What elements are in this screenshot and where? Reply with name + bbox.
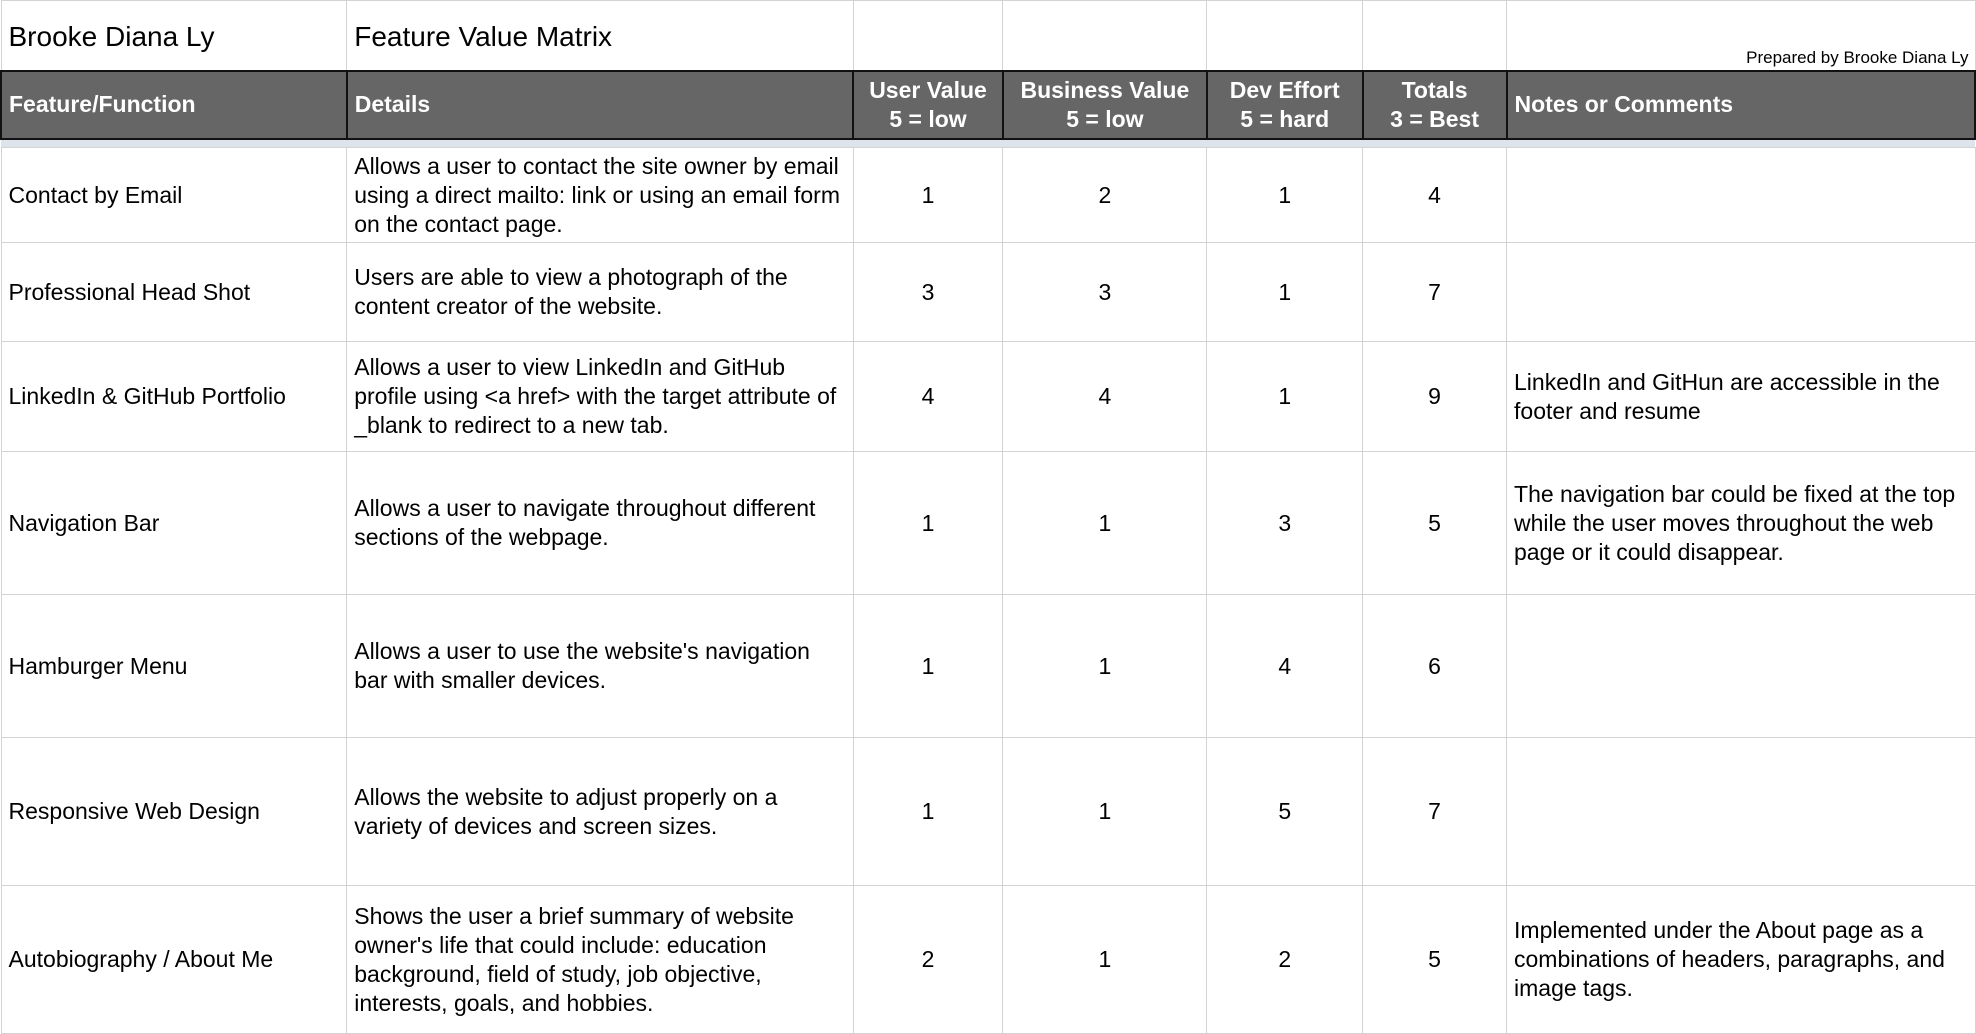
cell-dev-effort[interactable]: 1 [1207,243,1363,342]
cell-user-value[interactable]: 2 [853,886,1003,1034]
title-row [1,1,1975,71]
frozen-divider [1,139,1975,148]
cell-business-value[interactable]: 2 [1003,148,1207,243]
cell-business-value[interactable]: 1 [1003,595,1207,738]
cell-notes[interactable]: Implemented under the About page as a combinations of headers, paragraphs, and image tags. [1507,886,1975,1034]
cell-totals[interactable]: 7 [1363,738,1507,886]
cell-details[interactable]: Shows the user a brief summary of website owner's life that could include: education background, field of study, job objective, interests, goals, and hobbies. [347,886,853,1034]
cell-empty[interactable] [853,1,1003,71]
cell-totals[interactable]: 5 [1363,452,1507,595]
cell-totals[interactable]: 6 [1363,595,1507,738]
cell-empty[interactable] [1003,1,1207,71]
cell-details[interactable]: Allows a user to view LinkedIn and GitHub profile using <a href> with the target attribute of _blank to redirect to a new tab. [347,342,853,452]
header-row [1,71,1975,139]
cell-user-value[interactable]: 1 [853,148,1003,243]
header-line: Dev Effort [1229,76,1340,103]
cell-author-name[interactable]: Brooke Diana Ly [1,1,347,71]
cell-details[interactable]: Users are able to view a photograph of the content creator of the website. [347,243,853,342]
cell-totals[interactable]: 4 [1363,148,1507,243]
table-row [1,738,1975,886]
cell-notes[interactable] [1507,738,1975,886]
header-user-value[interactable] [853,71,1003,139]
cell-user-value[interactable]: 4 [853,342,1003,452]
cell-dev-effort[interactable]: 3 [1207,452,1363,595]
table-row [1,595,1975,738]
cell-notes[interactable] [1507,243,1975,342]
cell-totals[interactable]: 5 [1363,886,1507,1034]
cell-feature[interactable]: Responsive Web Design [1,738,347,886]
cell-details[interactable]: Allows a user to contact the site owner by email using a direct mailto: link or using an email form on the contact page. [347,148,853,243]
cell-feature[interactable]: Navigation Bar [1,452,347,595]
cell-business-value[interactable]: 4 [1003,342,1207,452]
cell-prepared-by[interactable]: Prepared by Brooke Diana Ly [1507,1,1975,71]
cell-business-value[interactable]: 1 [1003,886,1207,1034]
cell-notes[interactable] [1507,148,1975,243]
cell-dev-effort[interactable]: 1 [1207,342,1363,452]
header-line: 5 = low [889,105,967,132]
cell-totals[interactable]: 7 [1363,243,1507,342]
cell-notes[interactable]: LinkedIn and GitHun are accessible in the footer and resume [1507,342,1975,452]
header-line: 5 = low [1066,105,1144,132]
cell-business-value[interactable]: 1 [1003,738,1207,886]
cell-empty[interactable] [1363,1,1507,71]
header-totals[interactable] [1363,71,1507,139]
cell-dev-effort[interactable]: 2 [1207,886,1363,1034]
cell-details[interactable]: Allows a user to navigate throughout different sections of the webpage. [347,452,853,595]
cell-user-value[interactable]: 1 [853,452,1003,595]
table-row [1,886,1975,1034]
cell-feature[interactable]: Professional Head Shot [1,243,347,342]
header-feature[interactable]: Feature/Function [1,71,347,139]
cell-business-value[interactable]: 1 [1003,452,1207,595]
header-line: Totals [1401,76,1468,103]
header-line: User Value [869,76,987,103]
cell-business-value[interactable]: 3 [1003,243,1207,342]
cell-user-value[interactable]: 1 [853,595,1003,738]
table-row [1,148,1975,243]
cell-feature[interactable]: Hamburger Menu [1,595,347,738]
cell-details[interactable]: Allows a user to use the website's navigation bar with smaller devices. [347,595,853,738]
cell-details[interactable]: Allows the website to adjust properly on a variety of devices and screen sizes. [347,738,853,886]
header-line: Business Value [1020,76,1190,103]
table-row [1,342,1975,452]
cell-feature[interactable]: LinkedIn & GitHub Portfolio [1,342,347,452]
cell-user-value[interactable]: 1 [853,738,1003,886]
header-dev-effort[interactable] [1207,71,1363,139]
cell-dev-effort[interactable]: 4 [1207,595,1363,738]
cell-notes[interactable]: The navigation bar could be fixed at the top while the user moves throughout the web page or it could disappear. [1507,452,1975,595]
cell-sheet-title[interactable]: Feature Value Matrix [347,1,853,71]
header-notes[interactable]: Notes or Comments [1507,71,1975,139]
header-line: 5 = hard [1240,105,1330,132]
table-row [1,243,1975,342]
cell-dev-effort[interactable]: 5 [1207,738,1363,886]
cell-dev-effort[interactable]: 1 [1207,148,1363,243]
table-row [1,452,1975,595]
cell-notes[interactable] [1507,595,1975,738]
header-details[interactable]: Details [347,71,853,139]
cell-user-value[interactable]: 3 [853,243,1003,342]
header-line: 3 = Best [1390,105,1479,132]
cell-totals[interactable]: 9 [1363,342,1507,452]
cell-empty[interactable] [1207,1,1363,71]
cell-feature[interactable]: Contact by Email [1,148,347,243]
header-business-value[interactable] [1003,71,1207,139]
cell-feature[interactable]: Autobiography / About Me [1,886,347,1034]
